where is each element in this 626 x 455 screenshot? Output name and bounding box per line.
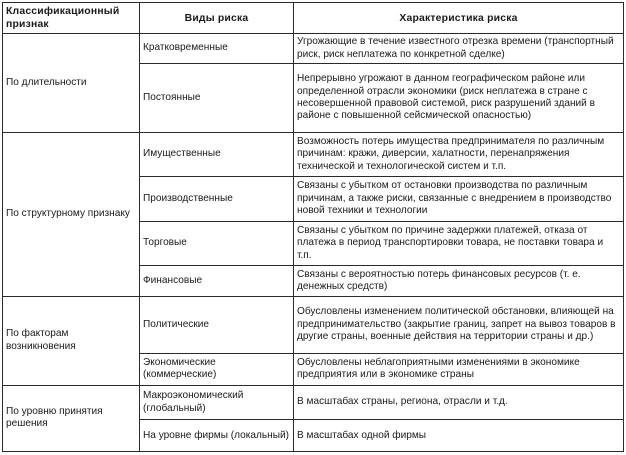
risk-type-cell: Постоянные: [140, 64, 294, 132]
risk-description-cell: Возможность потерь имущества предпринимателя по различным причинам: кражи, диверсии, халатности, перенапряжения технической и технологической систем и т.п.: [294, 132, 624, 177]
risk-description-cell: Обусловлены неблагоприятными изменениями в экономике предприятия или в экономике страны: [294, 354, 624, 385]
header-row: [3, 3, 624, 34]
table-row: [3, 34, 624, 64]
criterion-cell: По структурному признаку: [3, 132, 140, 296]
header-criterion: Классификационный признак: [3, 3, 140, 34]
risk-description-cell: Угрожающие в течение известного отрезка времени (транспортный риск, риск неплатежа по конкретной сделке): [294, 34, 624, 64]
risk-description-cell: Связаны с убытком от остановки производства по различным причинам, а также риски, связанные с внедрением в производство новой техники и технологии: [294, 177, 624, 222]
risk-type-cell: Кратковременные: [140, 34, 294, 64]
criterion-cell: По уровню принятия решения: [3, 385, 140, 451]
criterion-cell: По длительности: [3, 34, 140, 133]
risk-description-cell: Обусловлены изменением политической обстановки, влияющей на предпринимательство (закрытие границ, запрет на вывоз товаров в другие страны, военные действия на территории страны и др.): [294, 296, 624, 354]
table-row: [3, 132, 624, 177]
risk-type-cell: Макроэкономический (глобальный): [140, 385, 294, 420]
risk-classification-table: [2, 2, 624, 452]
risk-type-cell: Производственные: [140, 177, 294, 222]
risk-type-cell: На уровне фирмы (локальный): [140, 420, 294, 452]
table-row: [3, 385, 624, 420]
risk-type-cell: Имущественные: [140, 132, 294, 177]
criterion-cell: По факторам возникновения: [3, 296, 140, 385]
header-risk-description: Характеристика риска: [294, 3, 624, 34]
risk-description-cell: Связаны с вероятностью потерь финансовых ресурсов (т. е. денежных средств): [294, 266, 624, 296]
risk-type-cell: Экономические (коммерческие): [140, 354, 294, 385]
risk-description-cell: Связаны с убытком по причине задержки платежей, отказа от платежа в период транспортировки товара, не поставки товара и т.п.: [294, 221, 624, 266]
header-risk-type: Виды риска: [140, 3, 294, 34]
risk-type-cell: Политические: [140, 296, 294, 354]
risk-description-cell: Непрерывно угрожают в данном географическом районе или определенной отрасли экономики (риск неплатежа в стране с несовершенной правовой системой, риск разрушений зданий в районе с повышенной сейсмической опасностью): [294, 64, 624, 132]
risk-description-cell: В масштабах страны, региона, отрасли и т.д.: [294, 385, 624, 420]
risk-type-cell: Торговые: [140, 221, 294, 266]
risk-type-cell: Финансовые: [140, 266, 294, 296]
risk-description-cell: В масштабах одной фирмы: [294, 420, 624, 452]
table-row: [3, 296, 624, 354]
